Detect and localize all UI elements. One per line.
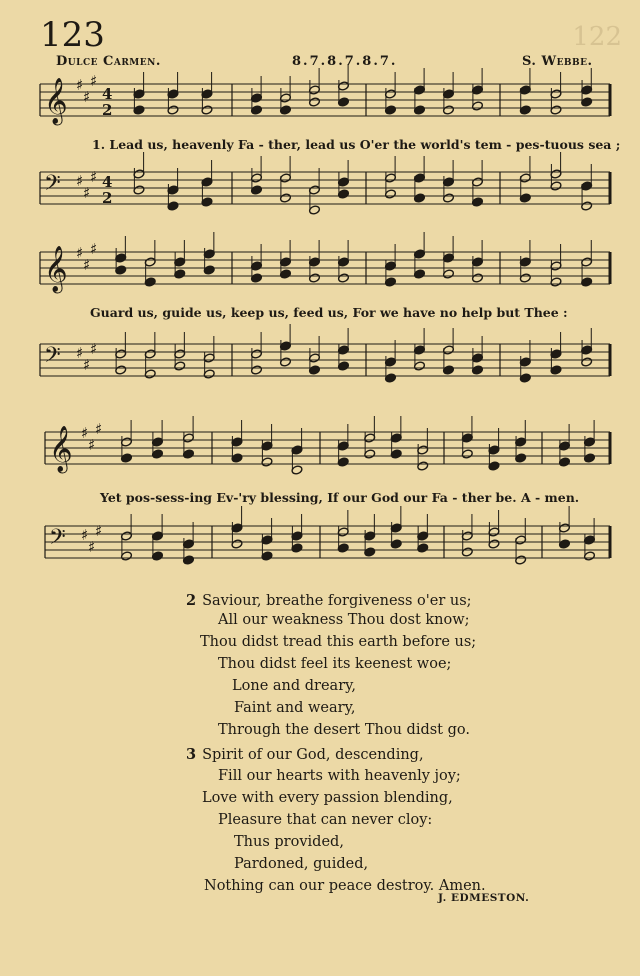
- music-system-3-treble: [0, 418, 640, 478]
- author: J. EDMESTON.: [438, 892, 530, 904]
- sharp-icon: ♯: [90, 72, 98, 90]
- bleed-through-page-number: 122: [572, 22, 622, 52]
- sharp-icon: ♯: [83, 256, 91, 274]
- hymn-number: 123: [40, 15, 105, 55]
- svg-text:4: 4: [102, 173, 113, 191]
- sharp-icon: ♯: [81, 526, 89, 544]
- verse-2-line-4: Thou didst feel its keenest woe;: [218, 656, 452, 672]
- music-system-1-bass: [0, 158, 640, 218]
- sharp-icon: ♯: [83, 184, 91, 202]
- verse-2-line-7: Through the desert Thou didst go.: [218, 722, 470, 738]
- verse-2-line-3: Thou didst tread this earth before us;: [200, 634, 477, 650]
- bass-clef-icon: 𝄢: [44, 343, 61, 373]
- verse-3-line-2: Fill our hearts with heavenly joy;: [218, 768, 461, 784]
- verse-3-line-1: 3 Spirit of our God, descending,: [186, 746, 424, 763]
- sharp-icon: ♯: [83, 88, 91, 106]
- music-system-3-bass: [0, 512, 640, 572]
- sharp-icon: ♯: [88, 436, 96, 454]
- staff-engraving: [40, 64, 610, 126]
- sharp-icon: ♯: [90, 168, 98, 186]
- composer: S. Webbe.: [522, 54, 593, 69]
- music-system-2-bass: [0, 330, 640, 390]
- sharp-icon: ♯: [83, 356, 91, 374]
- staff-engraving: [45, 506, 610, 565]
- treble-clef-icon: 𝄞: [44, 78, 68, 124]
- treble-clef-icon: 𝄞: [49, 426, 73, 472]
- verse-3-line-4: Pleasure that can never cloy:: [218, 812, 433, 828]
- verse-3-line-7: Nothing can our peace destroy. Amen.: [204, 878, 486, 894]
- sharp-icon: ♯: [90, 240, 98, 258]
- staff-engraving: [40, 152, 610, 215]
- sharp-icon: ♯: [76, 344, 84, 362]
- bass-clef-icon: 𝄢: [49, 525, 66, 555]
- verse-3-line-5: Thus provided,: [234, 834, 344, 850]
- music-system-2-treble: [0, 238, 640, 298]
- verse-2-number: 2: [186, 592, 197, 609]
- verse-2-line-2: All our weakness Thou dost know;: [218, 612, 470, 628]
- lyric-line-1: 1. Lead us, heavenly Fa - ther, lead us O'er the world's tem - pes-tuous sea ;: [92, 137, 621, 152]
- sharp-icon: ♯: [95, 420, 103, 438]
- lyric-line-2: Guard us, guide us, keep us, feed us, For we have no help but Thee :: [90, 305, 568, 320]
- staff-engraving: [45, 416, 610, 475]
- svg-text:4: 4: [102, 85, 113, 103]
- staff-engraving: [40, 324, 610, 383]
- music-system-1-treble: [0, 70, 640, 130]
- verse-3-line-6: Pardoned, guided,: [234, 856, 369, 872]
- svg-text:2: 2: [102, 101, 113, 119]
- sharp-icon: ♯: [95, 522, 103, 540]
- sharp-icon: ♯: [81, 424, 89, 442]
- staff-engraving: [40, 232, 610, 294]
- verse-3-number: 3: [186, 746, 197, 763]
- verse-2-line-5: Lone and dreary,: [232, 678, 357, 694]
- lyric-line-3: Yet pos-sess-ing Ev-'ry blessing, If our God our Fa - ther be. A - men.: [100, 490, 580, 505]
- sharp-icon: ♯: [76, 76, 84, 94]
- sharp-icon: ♯: [76, 244, 84, 262]
- sharp-icon: ♯: [90, 340, 98, 358]
- tune-name: Dulce Carmen.: [56, 54, 161, 69]
- sharp-icon: ♯: [88, 538, 96, 556]
- bass-clef-icon: 𝄢: [44, 171, 61, 201]
- verse-2-line-1: 2 Saviour, breathe forgiveness o'er us;: [186, 592, 472, 609]
- verse-2-line-6: Faint and weary,: [234, 700, 356, 716]
- meter: 8.7.8.7.8.7.: [292, 54, 398, 69]
- treble-clef-icon: 𝄞: [44, 246, 68, 292]
- sharp-icon: ♯: [76, 172, 84, 190]
- svg-text:2: 2: [102, 189, 113, 207]
- verse-3-line-3: Love with every passion blending,: [202, 790, 453, 806]
